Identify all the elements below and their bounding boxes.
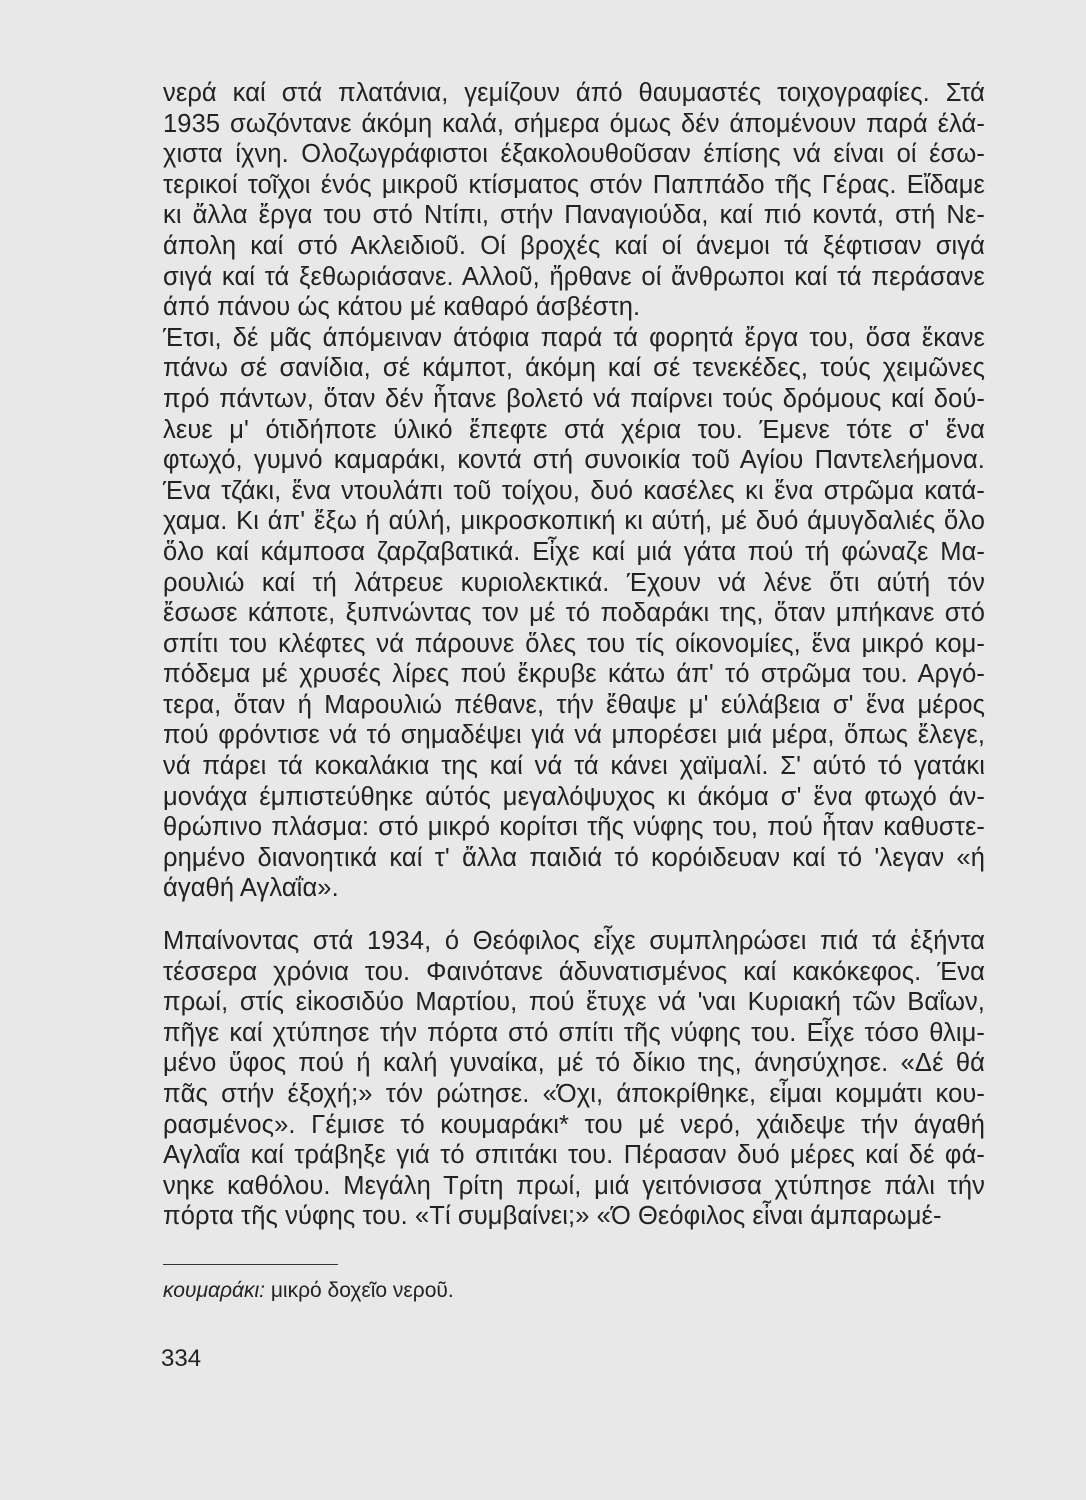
text-line: άπολη καί στό Ακλειδιοῦ. Οί βροχές καί οί άνεμοι τά ξέφτισαν σιγά bbox=[163, 231, 985, 260]
text-line: Ένα τζάκι, ἕνα ντουλάπι τοῦ τοίχου, δυό κασέλες κι ἕνα στρῶμα κατά- bbox=[163, 476, 985, 505]
footnote-separator bbox=[163, 1264, 338, 1265]
text-line: νά πάρει τά κοκαλάκια της καί νά τά κάνει χαϊμαλί. Σ' αύτό τό γατάκι bbox=[163, 752, 985, 781]
text-line: μένο ὕφος πού ή καλή γυναίκα, μέ τό δίκιο της, άνησύχησε. «Δέ θά bbox=[163, 1049, 985, 1078]
text-line: χιστα ίχνη. Ολοζωγράφιστοι έξακολουθοῦσαν έπίσης νά είναι οί έσω- bbox=[163, 140, 985, 169]
text-line: πού φρόντισε νά τό σημαδέψει γιά νά μπορέσει μιά μέρα, ὅπως ἔλεγε, bbox=[163, 721, 985, 750]
paragraph bbox=[163, 78, 985, 323]
text-line: ρασμένος». Γέμισε τό κουμαράκι* του μέ νερό, χάιδεψε τήν άγαθή bbox=[163, 1110, 985, 1139]
text-line: μονάχα έμπιστεύθηκε αύτός μεγαλόψυχος κι άκόμα σ' ἕνα φτωχό άν- bbox=[163, 782, 985, 811]
text-line: τερικοί τοῖχοι ένός μικροῦ κτίσματος στόν Παππάδο τῆς Γέρας. Εἴδαμε bbox=[163, 170, 985, 199]
text-line: Μπαίνοντας στά 1934, ό Θεόφιλος εἶχε συμπληρώσει πιά τά ἑξήντα bbox=[163, 927, 985, 956]
text-line: άπό πάνου ώς κάτου μέ καθαρό άσβέστη. bbox=[163, 293, 641, 322]
text-line: Αγλαΐα καί τράβηξε γιά τό σπιτάκι του. Πέρασαν δυό μέρες καί δέ φά- bbox=[163, 1141, 985, 1170]
text-line: τερα, ὅταν ή Μαρουλιώ πέθανε, τήν ἔθαψε μ' εύλάβεια σ' ἕνα μέρος bbox=[163, 690, 985, 719]
page-number: 334 bbox=[161, 1345, 202, 1372]
text-line: ἔσωσε κάποτε, ξυπνώντας τον μέ τό ποδαράκι της, ὅταν μπήκανε στό bbox=[163, 599, 985, 628]
text-line: πρό πάντων, ὅταν δέν ἦτανε βολετό νά παίρνει τούς δρόμους καί δού- bbox=[163, 384, 985, 413]
text-line: χαμα. Κι άπ' ἔξω ή αύλή, μικροσκοπική κι αύτή, μέ δυό άμυγδαλιές ὅλο bbox=[163, 507, 985, 536]
text-line: νερά καί στά πλατάνια, γεμίζουν άπό θαυμαστές τοιχογραφίες. Στά bbox=[163, 79, 985, 107]
text-line: 1935 σωζόντανε άκόμη καλά, σήμερα όμως δέν άπομένουν παρά έλά- bbox=[163, 109, 985, 138]
paragraph bbox=[163, 926, 985, 1232]
text-line: θρώπινο πλάσμα: στό μικρό κορίτσι τῆς νύφης του, πού ἦταν καθυστε- bbox=[163, 813, 985, 842]
text-line: σιγά καί τά ξεθωριάσανε. Αλλοῦ, ἤρθανε οί ἄνθρωποι καί τά περάσανε bbox=[163, 262, 985, 291]
paragraph bbox=[163, 323, 985, 904]
text-line: ὅλο καί κάμποσα ζαρζαβατικά. Εἶχε καί μιά γάτα πού τή φώναζε Μα- bbox=[163, 537, 985, 566]
text-line: κι ἄλλα ἔργα του στό Ντίπι, στήν Παναγιούδα, καί πιό κοντά, στή Νε- bbox=[163, 201, 985, 230]
text-line: πάνω σέ σανίδια, σέ κάμποτ, άκόμη καί σέ τενεκέδες, τούς χειμῶνες bbox=[163, 354, 985, 383]
body-text bbox=[163, 78, 985, 1232]
footnote bbox=[163, 1278, 454, 1304]
text-line: τέσσερα χρόνια του. Φαινότανε άδυνατισμένος καί κακόκεφος. Ένα bbox=[163, 957, 985, 986]
text-line: πῆγε καί χτύπησε τήν πόρτα στό σπίτι τῆς νύφης του. Εἶχε τόσο θλιμ- bbox=[163, 1018, 985, 1047]
text-line: πᾶς στήν έξοχή;» τόν ρώτησε. «Όχι, άποκρίθηκε, εἶμαι κομμάτι κου- bbox=[163, 1080, 985, 1108]
footnote-term: κουμαράκι: bbox=[163, 1279, 265, 1302]
text-line: πόδεμα μέ χρυσές λίρες πού ἔκρυβε κάτω άπ' τό στρῶμα του. Αργό- bbox=[163, 660, 985, 689]
text-line: ρουλιώ καί τή λάτρευε κυριολεκτικά. Έχουν νά λένε ὅτι αύτή τόν bbox=[163, 568, 985, 597]
text-line: λευε μ' ότιδήποτε ύλικό ἔπεφτε στά χέρια του. Έμενε τότε σ' ἕνα bbox=[163, 415, 985, 444]
text-line: άγαθή Αγλαΐα». bbox=[163, 874, 339, 903]
paragraph-gap bbox=[163, 904, 985, 926]
text-line: πρωί, στίς εἰκοσιδύο Μαρτίου, πού ἔτυχε νά 'ναι Κυριακή τῶν Βαΐων, bbox=[163, 988, 985, 1017]
text-line: νηκε καθόλου. Μεγάλη Τρίτη πρωί, μιά γειτόνισσα χτύπησε πάλι τήν bbox=[163, 1171, 985, 1200]
text-line: σπίτι του κλέφτες νά πάρουνε ὅλες του τίς οίκονομίες, ἕνα μικρό κομ- bbox=[163, 629, 985, 658]
footnote-definition: μικρό δοχεῖο νεροῦ. bbox=[270, 1279, 454, 1302]
text-line: Έτσι, δέ μᾶς άπόμειναν άτόφια παρά τά φορητά ἔργα του, ὅσα ἔκανε bbox=[163, 323, 985, 352]
text-line: φτωχό, γυμνό καμαράκι, κοντά στή συνοικία τοῦ Αγίου Παντελεήμονα. bbox=[163, 446, 985, 475]
text-line: πόρτα τῆς νύφης του. «Τί συμβαίνει;» «Ό Θεόφιλος εἶναι άμπαρωμέ- bbox=[163, 1202, 942, 1231]
text-line: ρημένο διανοητικά καί τ' ἄλλα παιδιά τό κορόιδευαν καί τό 'λεγαν «ή bbox=[163, 843, 985, 872]
